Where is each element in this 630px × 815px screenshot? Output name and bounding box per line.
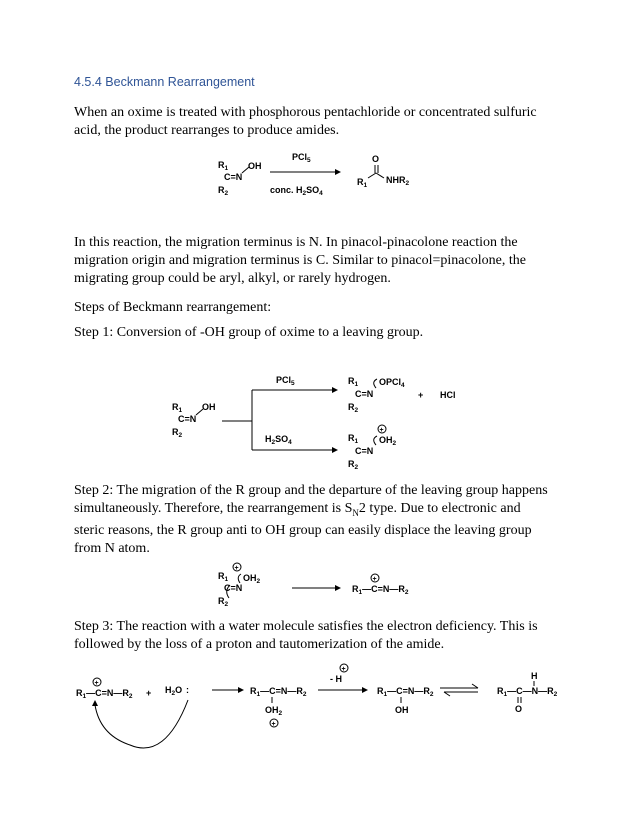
svg-text:O: O (515, 704, 523, 714)
svg-text::: : (186, 685, 189, 695)
svg-text:R2: $R_2$ (348, 459, 359, 471)
svg-text:H: H (531, 671, 538, 681)
svg-text:OH2: $OH_2$ (379, 435, 397, 447)
svg-text:+: + (372, 576, 377, 583)
svg-text:+: + (94, 680, 99, 687)
chlorophosphate-intermediate (348, 376, 405, 414)
reagent-conc-h2so4: conc. $H_2SO_4$ (270, 185, 323, 197)
amide-product (497, 671, 558, 714)
svg-text:O: O (372, 154, 380, 164)
svg-text:+: + (379, 427, 384, 434)
scheme-step1 (0, 368, 630, 478)
svg-text:+: + (271, 721, 276, 728)
svg-text:OH: OH (202, 402, 216, 412)
step1-text: Step 1: Conversion of -OH group of oxime to a leaving group. (74, 325, 424, 340)
svg-text:R1—C=N—R2: $R_1—C=N—R_2$ (377, 686, 434, 698)
plus-sign: + (418, 390, 424, 400)
svg-text:R2: $R_2$ (172, 427, 183, 439)
svg-text:R1—C—N—R2: $R_1—C—N—R_2$ (497, 686, 558, 698)
step2-text: Step 2: The migration of the R group and the departure of the leaving group happens simultaneously. Therefore, the rearrangement is $S_N2$ type. Due to electronic and steric reasons, the R group anti to OH group can easily displace the leaving group from N atom. (74, 483, 548, 556)
equilibrium-arrows (440, 684, 478, 696)
section-heading: 4.5.4 Beckmann Rearrangement (74, 75, 255, 89)
svg-text:R1—C=N—R2: $R_1—C=N—R_2$ (352, 584, 409, 596)
svg-text:OPCl4: OPCl$_4$ (379, 377, 405, 389)
nitrilium-ion (352, 574, 409, 596)
curved-attack-arrow (95, 700, 188, 748)
svg-text:R2: $R_2$ (218, 185, 229, 197)
nitrilium-ion (76, 678, 133, 700)
svg-text:+: + (234, 565, 239, 572)
migration-paragraph: In this reaction, the migration terminus is N. In pinacol-pinacolone reaction the migration origin and migration terminus is C. Similar to pinacol=pinacolone, the migrating group could be aryl, alkyl, or rarely hydrogen. (74, 235, 526, 286)
svg-text:R1: $R_1$ (172, 402, 183, 414)
svg-text:R1—C=N—R2: $R_1—C=N—R_2$ (76, 688, 133, 700)
svg-text:OH: OH (395, 705, 409, 715)
intro-paragraph: When an oxime is treated with phosphorous pentachloride or concentrated sulfuric acid, the product rearranges to produce amides. (74, 105, 537, 138)
svg-text:R1: $R_1$ (218, 160, 229, 172)
svg-text:R1: $R_1$ (357, 177, 368, 189)
svg-text:R1: $R_1$ (348, 376, 359, 388)
protonated-imidic-acid (250, 686, 307, 728)
reagent-h2so4: $H_2SO_4$ (265, 434, 292, 446)
svg-text:C=N: C=N (355, 446, 374, 456)
steps-title: Steps of Beckmann rearrangement: (74, 300, 272, 315)
svg-text:R1: $R_1$ (218, 571, 229, 583)
svg-text:R2: $R_2$ (218, 596, 229, 608)
svg-text:OH2: $OH_2$ (243, 573, 261, 585)
svg-text:C=N: C=N (178, 414, 197, 424)
protonated-oxime-intermediate (348, 425, 397, 471)
svg-text:NHR2: $NHR_2$ (386, 175, 410, 187)
svg-text:+: + (341, 666, 346, 673)
reagent-pcl5: PCl$_5$ (276, 375, 295, 387)
plus-sign: + (146, 688, 152, 698)
scheme-oxime-to-amide (0, 145, 630, 205)
imidic-acid (377, 686, 434, 715)
svg-text:R2: $R_2$ (348, 402, 359, 414)
proton-loss: - H (330, 674, 342, 684)
svg-text:R1: $R_1$ (348, 433, 359, 445)
svg-text:R1—C=N—R2: $R_1—C=N—R_2$ (250, 686, 307, 698)
water-molecule: $H_2O$ (165, 685, 183, 697)
byproduct-hcl: HCl (440, 390, 456, 400)
reagent-pcl5: PCl$_5$ (292, 152, 311, 164)
scheme-step3 (0, 660, 630, 770)
svg-text:C=N: C=N (224, 583, 243, 593)
svg-text:C=N: C=N (355, 389, 374, 399)
amide-product (357, 154, 410, 189)
svg-text:C=N: C=N (224, 172, 243, 182)
oxime-reactant (218, 160, 262, 197)
protonated-oxime (218, 563, 261, 608)
oxime-reactant (172, 402, 216, 439)
step3-text: Step 3: The reaction with a water molecule satisfies the electron deficiency. This is followed by the loss of a proton and tautomerization of the amide. (74, 619, 538, 652)
scheme-step2 (0, 560, 630, 610)
svg-text:OH: OH (248, 161, 262, 171)
svg-text:OH2: $OH_2$ (265, 705, 283, 717)
